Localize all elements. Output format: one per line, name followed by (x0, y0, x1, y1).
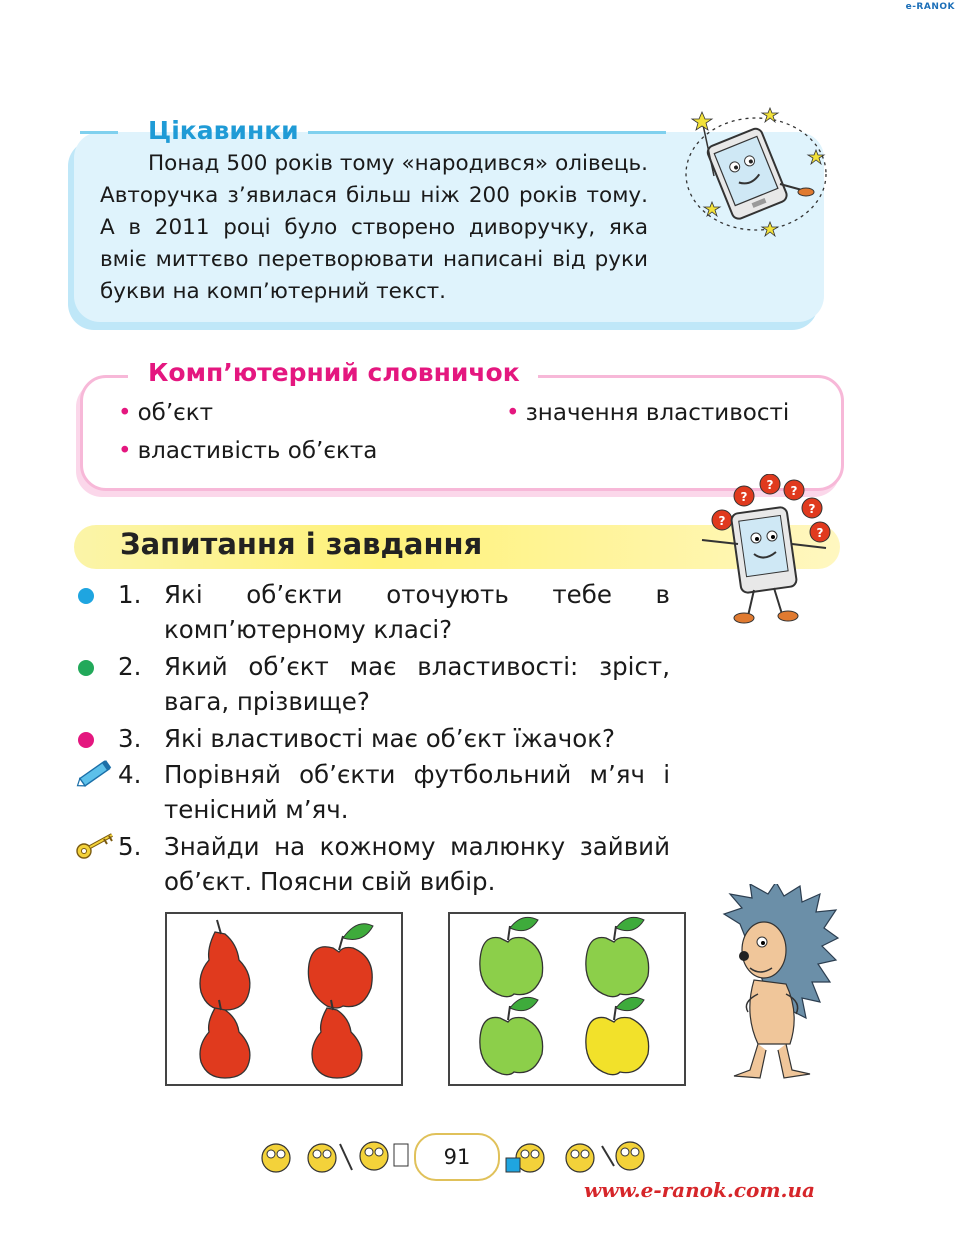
pencil-icon (74, 759, 116, 789)
key-icon (74, 833, 118, 861)
hedgehog-icon (720, 884, 840, 1084)
level-dot-icon (78, 732, 94, 748)
question-text: Які властивості має об’єкт їжачок? (164, 724, 616, 753)
bullet-icon: • (118, 400, 132, 426)
facts-divider-line (308, 131, 666, 134)
apple-icon (480, 997, 543, 1074)
bullet-icon: • (118, 438, 132, 464)
dictionary-item: • значення властивості (506, 400, 790, 426)
facts-title: Цікавинки (148, 116, 299, 145)
picture-frame-fruits-2 (448, 912, 686, 1086)
facts-text: Понад 500 років тому «народився» олівець. Авторучка з’явилася більш ніж 200 років тому. А в 2011 році було створено диворучку, яка вміє миттєво перетворювати написані від руки букви на комп’ютерний текст. (100, 151, 648, 304)
pear-icon (312, 1000, 362, 1078)
footer-mascots-left-icon (256, 1136, 412, 1176)
dictionary-title: Комп’ютерний словничок (148, 358, 520, 387)
apple-icon (586, 997, 649, 1074)
fruits-picture (167, 914, 401, 1084)
level-dot-icon (78, 660, 94, 676)
apple-icon (586, 917, 649, 996)
question-text: Який об’єкт має властивості: зріст, вага, прізвище? (164, 652, 670, 716)
questions-title: Запитання і завдання (120, 527, 483, 561)
apple-icon (308, 924, 373, 1008)
question-item (74, 757, 674, 827)
question-item (74, 649, 674, 719)
svg-text:?: ? (718, 514, 726, 528)
svg-text:?: ? (766, 478, 774, 492)
pear-icon (200, 920, 250, 1010)
question-text: Знайди на кожному малюнку зайвий об’єкт. Поясни свій вибір. (164, 832, 670, 896)
svg-text:?: ? (740, 490, 748, 504)
page-number: 91 (414, 1133, 500, 1181)
dictionary-item: • властивість об’єкта (118, 438, 378, 464)
question-number: 5. (118, 832, 142, 861)
question-number: 2. (118, 652, 142, 681)
apple-icon (480, 917, 543, 996)
question-text: Порівняй об’єкти футбольний м’яч і тенісний м’яч. (164, 760, 670, 824)
picture-frame-fruits-1 (165, 912, 403, 1086)
svg-text:?: ? (816, 526, 824, 540)
level-dot-icon (78, 588, 94, 604)
publisher-logo: e-RANOK (905, 2, 955, 12)
facts-divider-line (80, 131, 118, 134)
fruits-picture (450, 914, 684, 1084)
website-link[interactable]: www.e-ranok.com.ua (584, 1178, 815, 1202)
question-text: Які об’єкти оточують тебе в комп’ютерному класі? (164, 580, 670, 644)
question-number: 4. (118, 760, 142, 789)
question-item (74, 829, 674, 899)
pear-icon (200, 1000, 250, 1078)
dictionary-item: • об’єкт (118, 400, 214, 426)
footer-mascots-right-icon (502, 1136, 652, 1176)
juggling-tablet-mascot-icon (688, 474, 838, 626)
tablet-mascot-icon (676, 106, 832, 242)
question-number: 1. (118, 580, 142, 609)
bullet-icon: • (506, 400, 520, 426)
question-item (74, 577, 674, 647)
svg-text:?: ? (790, 484, 798, 498)
svg-text:?: ? (808, 502, 816, 516)
question-item (74, 721, 674, 756)
question-number: 3. (118, 724, 142, 753)
